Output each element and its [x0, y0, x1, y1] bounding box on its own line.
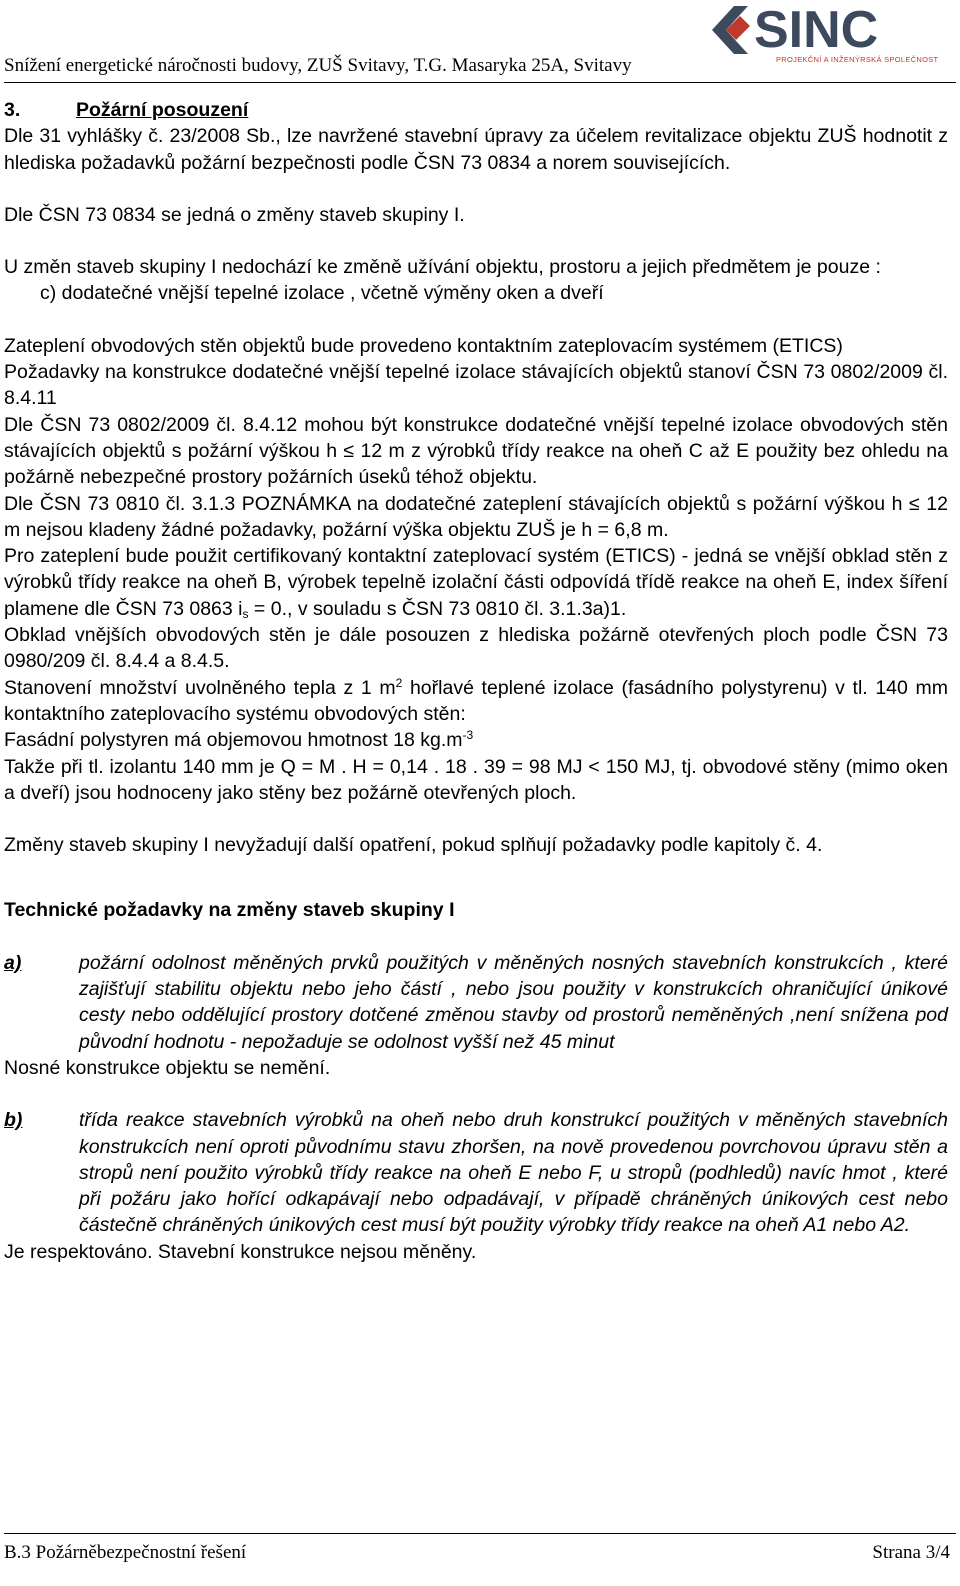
- paragraph-heat: Stanovení množství uvolněného tepla z 1 $m^2$ hořlavé teplené izolace (fasádního polystyrenu) v tl. 140 mm kontaktního zateplovacího systému obvodových stěn:: [4, 675, 948, 725]
- footer-page-number: Strana 3/4: [872, 1542, 950, 1563]
- footer-section-title: B.3 Požárněbezpečnostní řešení: [4, 1542, 247, 1563]
- requirement-label: a): [4, 951, 22, 974]
- paragraph-requirements: Požadavky na konstrukce dodatečné vnější tepelné izolace stávajících objektů stanoví ČSN 73 0802/2009 čl. 8.4.11: [4, 361, 948, 410]
- list-item-c: c) dodatečné vnější tepelné izolace , včetně výměny oken a dveří: [40, 282, 604, 305]
- logo-text: SINC: [754, 1, 879, 59]
- paragraph-intro: Dle 31 vyhlášky č. 23/2008 Sb., lze navržené stavební úpravy za účelem revitalizace objektu ZUŠ hodnotit z hlediska požadavků požární bezpečnosti podle ČSN 73 0834 a norem souvisejících.: [4, 125, 948, 174]
- requirement-a: [4, 950, 948, 1055]
- paragraph-standard-0810: Dle ČSN 73 0810 čl. 3.1.3 POZNÁMKA na dodatečné zateplení stávajících objektů s požární výškou h ≤ 12 m nejsou kladeny žádné požadavky, požární výška objektu ZUŠ je h = 6,8 m.: [4, 492, 948, 541]
- section-number: 3.: [4, 99, 21, 121]
- requirement-text: třída reakce stavebních výrobků na oheň nebo druh konstrukcí použitých v měněných stavebních konstrukcích není oproti původnímu stavu zhoršen, na nově provedenou povrchovou úpravu stěn a stropů není použito výrobků třídy reakce na oheň E nebo F, u stropů (podhledů) navíc hmot , které při požáru jako hořící odkapávají nebo odpadávají, v případě chráněných únikových cest nebo částečně chráněných únikových cest musí být použity výrobky třídy reakce na oheň A1 nebo A2.: [79, 1109, 948, 1237]
- requirement-note: Je respektováno. Stavební konstrukce nejsou měněny.: [4, 1240, 477, 1263]
- paragraph-conclusion: Změny staveb skupiny I nevyžadují další opatření, pokud splňují požadavky podle kapitoly č. 4.: [4, 834, 823, 857]
- paragraph-cladding: Obklad vnějších obvodových stěn je dále posouzen z hlediska požárně otevřených ploch podle ČSN 73 0980/209 čl. 8.4.4 a 8.4.5.: [4, 624, 948, 673]
- section-heading: [4, 97, 948, 123]
- requirements-heading: Technické požadavky na změny staveb skupiny I: [4, 899, 455, 922]
- requirement-label: b): [4, 1109, 23, 1132]
- paragraph-density: Fasádní polystyren má objemovou hmotnost 18 $kg.m^{-3}$: [4, 728, 474, 752]
- requirement-note: Nosné konstrukce objektu se nemění.: [4, 1056, 331, 1079]
- header-title: Snížení energetické náročnosti budovy, ZUŠ Svitavy, T.G. Masaryka 25A, Svitavy: [4, 55, 632, 76]
- logo-tagline: PROJEKČNÍ A INŽENÝRSKÁ SPOLEČNOST: [776, 55, 939, 64]
- requirement-b: [4, 1107, 948, 1238]
- paragraph-group: Dle ČSN 73 0834 se jedná o změny staveb skupiny I.: [4, 203, 465, 226]
- paragraph-etics: Pro zateplení bude použit certifikovaný kontaktní zateplovací systém (ETICS) - jedná se vnější obklad stěn z výrobků třídy reakce na oheň B, výrobek tepelně izolační části odpovídá třídě reakce na oheň E, index šíření plamene dle ČSN 73 0863 $i_s = 0$., v souladu s ČSN 73 0810 čl. 3.1.3a)1.: [4, 545, 948, 621]
- paragraph-standard-0802: Dle ČSN 73 0802/2009 čl. 8.4.12 mohou být konstrukce dodatečné vnější tepelné izolace obvodových stěn stávajících objektů s požární výškou h ≤ 12 m z výrobků třídy reakce na oheň C až E použity bez ohledu na požárně nebezpečné prostory požárních úseků téhož objektu.: [4, 413, 948, 489]
- logo-mark: [712, 6, 750, 54]
- header-divider: [4, 82, 956, 83]
- section-title: Požární posouzení: [76, 99, 249, 121]
- paragraph-insulation: Zateplení obvodových stěn objektů bude provedeno kontaktním zateplovacím systémem (ETICS): [4, 334, 843, 357]
- paragraph-calculation: Takže při tl. izolantu 140 mm je Q = M . H = 0,14 . 18 . 39 = 98 MJ < 150 MJ, tj. obvodové stěny (mimo oken a dveří) jsou hodnoceny jako stěny bez požárně otevřených ploch.: [4, 755, 948, 804]
- paragraph-changes: U změn staveb skupiny I nedochází ke změně užívání objektu, prostoru a jejich předmětem je pouze :: [4, 256, 881, 279]
- requirement-text: požární odolnost měněných prvků použitých v měněných nosných stavebních konstrukcích , které zajišťují stabilitu objektu nebo jeho částí , nebo jsou použity v konstrukcích ohraničující únikové cesty nebo oddělující prostory dotčené změnou stavby od prostorů neměněných ,není snížena pod původní hodnotu - nepožaduje se odolnost vyšší než 45 minut: [79, 951, 948, 1053]
- footer-divider: [4, 1533, 956, 1534]
- document-body: [4, 97, 948, 1265]
